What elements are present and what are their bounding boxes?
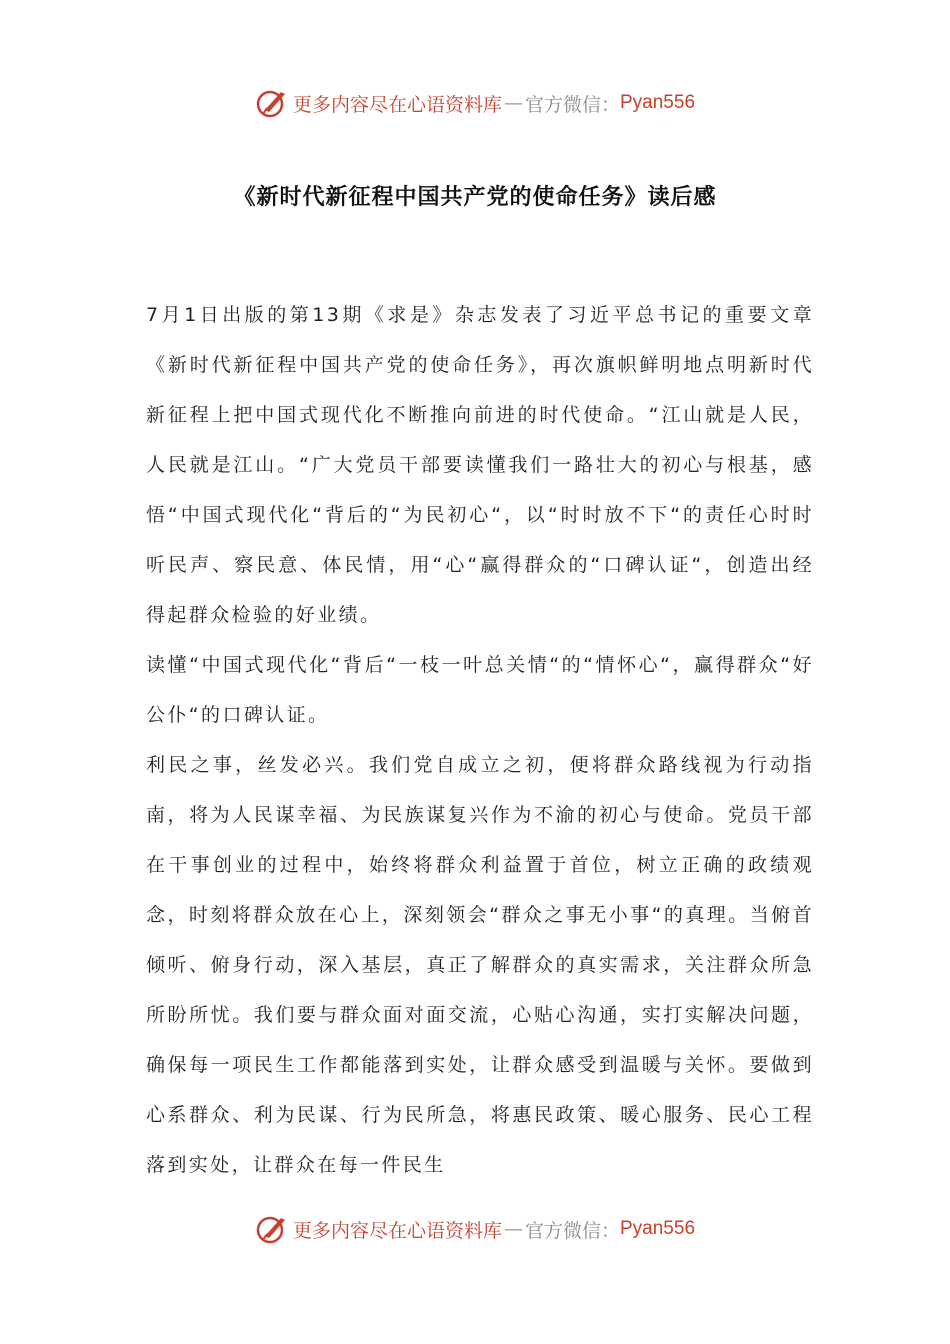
watermark-text: 更多内容尽在心语资料库 [292,1219,502,1242]
quill-logo-icon [255,86,289,120]
quill-logo-icon [255,1212,289,1246]
watermark-text: 更多内容尽在心语资料库 [292,93,502,116]
watermark-separator: — [503,92,523,114]
document-title: 《新时代新征程中国共产党的使命任务》读后感 [233,185,717,210]
watermark-contact-label: 官方微信： [524,93,620,116]
watermark-contact-id: Pyan556 [620,92,696,113]
document-body [146,290,814,1190]
header-watermark [0,86,950,120]
watermark-contact-label: 官方微信： [524,1219,620,1242]
footer-watermark [0,1212,950,1246]
paragraph: 读懂“中国式现代化“背后“一枝一叶总关情“的“情怀心“，赢得群众“好公仆“的口碑认证。 [146,654,814,726]
watermark-contact-id: Pyan556 [620,1218,696,1239]
paragraph: 7月1日出版的第13期《求是》杂志发表了习近平总书记的重要文章《新时代新征程中国共产党的使命任务》，再次旗帜鲜明地点明新时代新征程上把中国式现代化不断推向前进的时代使命。“江山就是人民，人民就是江山。“广大党员干部要读懂我们一路壮大的初心与根基，感悟“中国式现代化“背后的“为民初心“，以“时时放不下“的责任心时时听民声、察民意、体民情，用“心“赢得群众的“口碑认证“，创造出经得起群众检验的好业绩。 [146,304,814,626]
watermark-separator: — [503,1218,523,1240]
paragraph: 利民之事，丝发必兴。我们党自成立之初，便将群众路线视为行动指南，将为人民谋幸福、为民族谋复兴作为不渝的初心与使命。党员干部在干事创业的过程中，始终将群众利益置于首位，树立正确的政绩观念，时刻将群众放在心上，深刻领会“群众之事无小事“的真理。当俯首倾听、俯身行动，深入基层，真正了解群众的真实需求，关注群众所急所盼所忧。我们要与群众面对面交流，心贴心沟通，实打实解决问题，确保每一项民生工作都能落到实处，让群众感受到温暖与关怀。要做到心系群众、利为民谋、行为民所急，将惠民政策、暖心服务、民心工程落到实处，让群众在每一件民生 [146,754,814,1176]
